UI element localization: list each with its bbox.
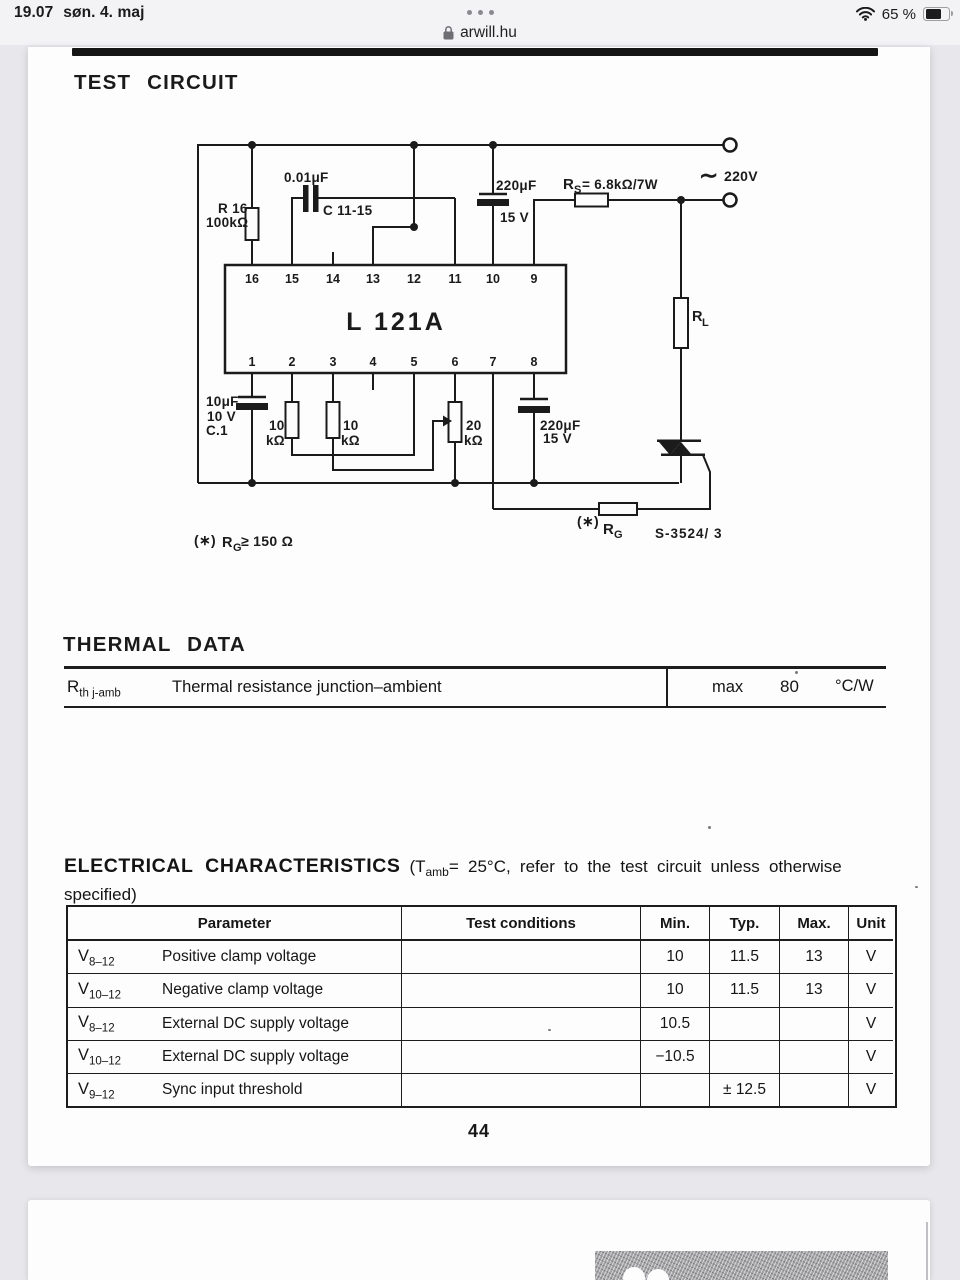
table-row-parameter: $V_{10-12}$ External DC supply voltage xyxy=(68,1041,402,1074)
table-row-parameter: $V_{8-12}$ Positive clamp voltage xyxy=(68,941,402,974)
svg-text:kΩ: kΩ xyxy=(341,433,360,448)
svg-text:13: 13 xyxy=(366,272,380,286)
svg-text:2: 2 xyxy=(288,355,296,369)
svg-text:= 6.8kΩ/7W: = 6.8kΩ/7W xyxy=(582,177,658,192)
svg-text:L: L xyxy=(702,317,709,329)
thermal-symbol: $R_{th j-amb}$ xyxy=(67,677,121,700)
section-title-test-circuit: TEST CIRCUIT xyxy=(74,71,239,94)
rg-label: R xyxy=(603,521,615,538)
col-header-max: Max. xyxy=(780,907,849,941)
svg-text:16: 16 xyxy=(245,272,259,286)
table-row-parameter: $V_{9-12}$ Sync input threshold xyxy=(68,1074,402,1106)
potentiometer-20k xyxy=(449,402,462,442)
resistor-10k-a xyxy=(286,402,299,438)
page-number: 44 xyxy=(467,1121,491,1141)
url-text: arwill.hu xyxy=(460,24,517,41)
r16-value-label: 100kΩ xyxy=(206,215,249,230)
svg-text:≥ 150 Ω: ≥ 150 Ω xyxy=(241,533,294,549)
table-row-parameter: $V_{10-12}$ Negative clamp voltage xyxy=(68,974,402,1007)
battery-percent: 65 % xyxy=(881,5,916,23)
test-circuit-schematic xyxy=(0,0,960,600)
c1-name-label: C.1 xyxy=(206,423,228,438)
mains-terminal-bottom xyxy=(724,194,737,207)
svg-text:6: 6 xyxy=(451,355,459,369)
svg-text:11: 11 xyxy=(448,272,462,286)
footnote: (∗) xyxy=(194,532,216,548)
scan-artifact-block xyxy=(595,1251,888,1280)
cap-bottom-value-label: 220μF xyxy=(540,418,581,433)
svg-text:7: 7 xyxy=(489,355,497,369)
cap-bottom-volt-label: 15 V xyxy=(543,431,572,446)
col-header-unit: Unit xyxy=(849,907,893,941)
svg-text:G: G xyxy=(233,542,242,554)
resistor-rl xyxy=(674,298,688,348)
svg-text:G: G xyxy=(614,529,623,541)
resistor-10k-b xyxy=(327,402,340,438)
capacitor-220-bottom-plate xyxy=(518,406,550,413)
svg-text:20: 20 xyxy=(466,418,482,433)
mains-terminal-top xyxy=(724,139,737,152)
svg-text:12: 12 xyxy=(407,272,421,286)
col-header-parameter: Parameter xyxy=(68,907,402,941)
thermal-parameter: Thermal resistance junction–ambient xyxy=(172,678,442,696)
thermal-table-divider xyxy=(666,669,668,706)
capacitor-film-plate xyxy=(313,185,319,212)
table-row-parameter: $V_{8-12}$ External DC supply voltage xyxy=(68,1008,402,1041)
svg-text:1: 1 xyxy=(248,355,256,369)
capacitor-220-top-plate xyxy=(477,199,509,206)
thermal-value: 80 xyxy=(780,677,799,696)
thermal-table xyxy=(64,666,886,708)
electrical-table: Parameter Test conditions Min. Typ. Max. Unit $V_{8-12}$ Positive clamp voltage 10 11.5 13 V $V_{10-12}$ Negative clamp voltage 10 11.5 13 V $V_{8-12}$ External DC supply voltage 10.5 V $V_{10-12}$ External DC supply voltage −10.5 V $V_{9-12}$ Sync input threshold ± 12.5 V xyxy=(66,905,897,1108)
svg-text:8: 8 xyxy=(530,355,538,369)
svg-text:10: 10 xyxy=(486,272,500,286)
scan-edge-line xyxy=(926,1222,928,1280)
col-header-min: Min. xyxy=(641,907,710,941)
svg-text:5: 5 xyxy=(410,355,418,369)
resistor-rg xyxy=(599,503,637,515)
svg-text:3: 3 xyxy=(329,355,337,369)
cap-top-volt-label: 15 V xyxy=(500,210,529,225)
svg-text:kΩ: kΩ xyxy=(464,433,483,448)
col-header-test-conditions: Test conditions xyxy=(402,907,641,941)
capacitor-film-plate xyxy=(303,185,309,212)
triac-symbol xyxy=(657,440,705,457)
scan-speck xyxy=(915,886,918,888)
thermal-qualifier: max xyxy=(712,678,744,696)
ac-symbol: ∼ xyxy=(699,162,719,188)
electrical-heading: ELECTRICAL CHARACTERISTICS ($T_{amb}= 25^\circ C$, refer to the test circuit unless otherwise specified) xyxy=(64,855,842,904)
scan-speck xyxy=(708,826,711,829)
thermal-unit: °C/W xyxy=(835,677,874,695)
schematic-ref-label: S-3524/ 3 xyxy=(655,526,723,541)
svg-text:9: 9 xyxy=(530,272,538,286)
cap-film-value-label: 0.01μF xyxy=(284,170,329,185)
cap-film-name-label: C 11-15 xyxy=(323,203,373,218)
c1-volt-label: 10 V xyxy=(207,409,236,424)
ic-name-label: L 121A xyxy=(346,308,446,336)
svg-text:10: 10 xyxy=(343,418,359,433)
svg-text:4: 4 xyxy=(369,355,377,369)
scan-artifact-spot xyxy=(647,1269,669,1280)
scan-speck xyxy=(548,1029,551,1031)
c1-value-label: 10μF xyxy=(206,394,239,409)
rl-label: R xyxy=(692,309,703,325)
cap-top-value-label: 220μF xyxy=(496,178,537,193)
scan-artifact-spot xyxy=(623,1267,645,1280)
section-title-thermal-data: THERMAL DATA xyxy=(63,633,246,656)
svg-text:S: S xyxy=(574,184,582,196)
svg-text:kΩ: kΩ xyxy=(266,433,285,448)
section-title-electrical: ELECTRICAL CHARACTERISTICS xyxy=(64,855,401,877)
svg-text:14: 14 xyxy=(326,272,340,286)
status-date: søn. 4. maj xyxy=(63,4,145,21)
svg-text:15: 15 xyxy=(285,272,299,286)
mains-voltage-label: 220V xyxy=(724,168,758,184)
scan-speck xyxy=(795,671,798,674)
rs-label: R xyxy=(563,176,575,193)
capacitor-10uf-plate xyxy=(236,403,268,410)
col-header-typ: Typ. xyxy=(710,907,780,941)
svg-text:10: 10 xyxy=(269,418,285,433)
r16-name-label: R 16 xyxy=(218,201,248,216)
rg-star: (∗) xyxy=(577,513,599,529)
status-time: 19.07 xyxy=(14,4,54,21)
svg-text:R: R xyxy=(222,535,233,551)
